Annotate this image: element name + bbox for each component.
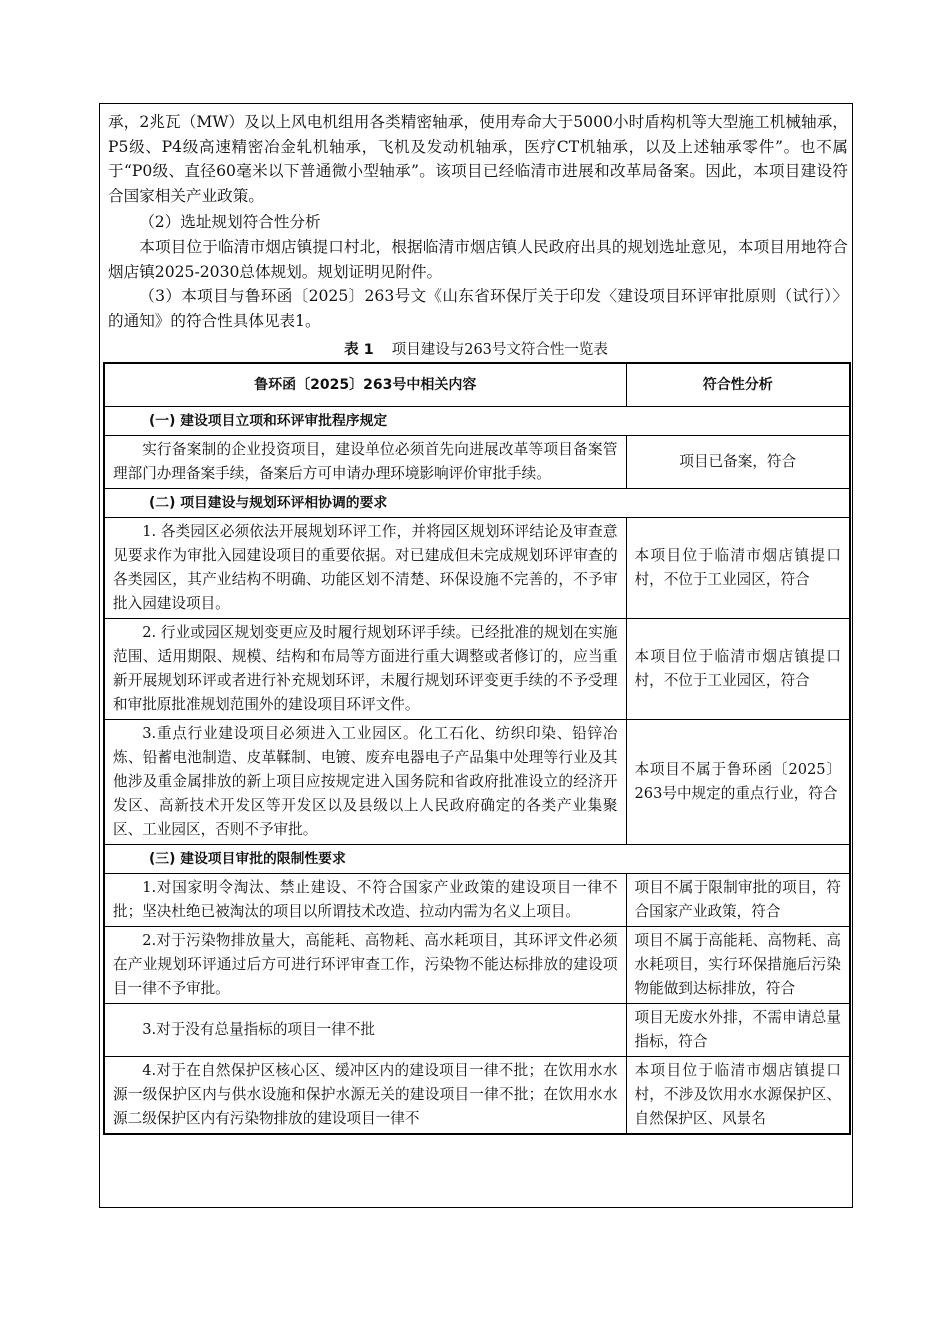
section-row — [104, 845, 850, 874]
intro-paragraph-3: （3）本项目与鲁环函〔2025〕263号文《山东省环保厅关于印发〈建设项目环评审批原则（试行）〉的通知》的符合性具体见表1。 — [108, 287, 848, 330]
section-row — [104, 489, 850, 518]
requirement-cell: 3.重点行业建设项目必须进入工业园区。化工石化、纺织印染、铅锌冶炼、铅蓄电池制造、皮革鞣制、电镀、废弃电器电子产品集中处理等行业及其他涉及重金属排放的新上项目应按规定进入国务院和省政府批准设立的经济开发区、高新技术开发区等开发区以及县级以上人民政府确定的各类产业集聚区、工业园区，否则不予审批。 — [104, 720, 626, 845]
table-row — [104, 518, 850, 619]
table-row — [104, 927, 850, 1004]
section-row — [104, 407, 850, 436]
compliance-cell: 项目已备案，符合 — [626, 436, 850, 489]
compliance-table — [103, 362, 851, 1135]
requirement-cell: 1.对国家明令淘汰、禁止建设、不符合国家产业政策的建设项目一律不批；坚决杜绝已被淘汰的项目以所谓技术改造、拉动内需为名义上项目。 — [104, 874, 626, 927]
requirement-cell: 实行备案制的企业投资项目，建设单位必须首先向进展改革等项目备案管理部门办理备案手续，备案后方可申请办理环境影响评价审批手续。 — [104, 436, 626, 489]
compliance-cell: 本项目位于临清市烟店镇提口村，不位于工业园区，符合 — [626, 518, 850, 619]
compliance-cell: 本项目位于临清市烟店镇提口村，不涉及饮用水水源保护区、自然保护区、风景名 — [626, 1057, 850, 1135]
table-row — [104, 720, 850, 845]
table-row — [104, 1004, 850, 1057]
table-row — [104, 1057, 850, 1135]
intro-paragraph-2: 本项目位于临清市烟店镇提口村北，根据临清市烟店镇人民政府出具的规划选址意见，本项目用地符合烟店镇2025-2030总体规划。规划证明见附件。 — [108, 238, 848, 281]
compliance-cell: 本项目位于临清市烟店镇提口村，不位于工业园区，符合 — [626, 619, 850, 720]
compliance-cell: 项目不属于高能耗、高物耗、高水耗项目，实行环保措施后污染物能做到达标排放，符合 — [626, 927, 850, 1004]
section-heading-site-planning: （2）选址规划符合性分析 — [139, 213, 321, 231]
compliance-cell: 项目无废水外排，不需申请总量指标，符合 — [626, 1004, 850, 1057]
requirement-cell: 2. 行业或园区规划变更应及时履行规划环评手续。已经批准的规划在实施范围、适用期限、规模、结构和布局等方面进行重大调整或者修订的，应当重新开展规划环评或者进行补充规划环评，未履行规划环评变更手续的不予受理和审批原批准规划范围外的建设项目环评文件。 — [104, 619, 626, 720]
header-related-content: 鲁环函〔2025〕263号中相关内容 — [104, 363, 626, 407]
compliance-cell: 本项目不属于鲁环函〔2025〕263号中规定的重点行业，符合 — [626, 720, 850, 845]
table-caption — [99, 340, 853, 360]
table-row — [104, 436, 850, 489]
table-row — [104, 874, 850, 927]
requirement-cell: 2.对于污染物排放量大，高能耗、高物耗、高水耗项目，其环评文件必须在产业规划环评通过后方可进行环评审查工作，污染物不能达标排放的建设项目一律不予审批。 — [104, 927, 626, 1004]
requirement-cell: 1. 各类园区必须依法开展规划环评工作，并将园区规划环评结论及审查意见要求作为审批入园建设项目的重要依据。对已建成但未完成规划环评审查的各类园区，其产业结构不明确、功能区划不清楚、环保设施不完善的，不予审批入园建设项目。 — [104, 518, 626, 619]
requirement-cell: 4.对于在自然保护区核心区、缓冲区内的建设项目一律不批；在饮用水水源一级保护区内与供水设施和保护水源无关的建设项目一律不批；在饮用水水源二级保护区内有污染物排放的建设项目一律不 — [104, 1057, 626, 1135]
table-caption-label: 表 1 — [344, 342, 374, 358]
section-title: (三) 建设项目审批的限制性要求 — [104, 845, 850, 874]
compliance-cell: 项目不属于限制审批的项目，符合国家产业政策，符合 — [626, 874, 850, 927]
table-header-row — [104, 363, 850, 407]
section-title: (一) 建设项目立项和环评审批程序规定 — [104, 407, 850, 436]
section-title: (二) 项目建设与规划环评相协调的要求 — [104, 489, 850, 518]
header-compliance-analysis: 符合性分析 — [626, 363, 850, 407]
table-caption-title: 项目建设与263号文符合性一览表 — [391, 342, 608, 358]
intro-paragraph-1: 承，2兆瓦（MW）及以上风电机组用各类精密轴承，使用寿命大于5000小时盾构机等大型施工机械轴承，P5级、P4级高速精密冶金轧机轴承，飞机及发动机轴承，医疗CT机轴承，以及上述轴承零件”。也不属于“P0级、直径60毫米以下普通微小型轴承”。该项目已经临清市进展和改革局备案。因此，本项目建设符合国家相关产业政策。 — [108, 113, 848, 205]
table-row — [104, 619, 850, 720]
requirement-cell: 3.对于没有总量指标的项目一律不批 — [104, 1004, 626, 1057]
